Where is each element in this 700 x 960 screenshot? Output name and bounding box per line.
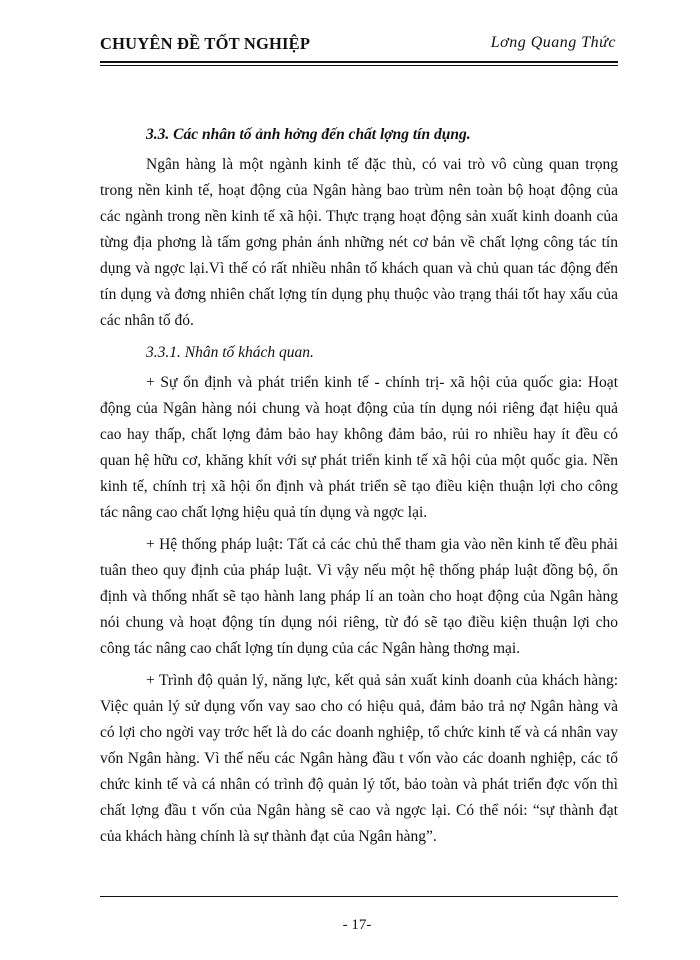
page-number: [0, 917, 700, 934]
header-rule-thick: [100, 61, 618, 63]
page-header: [100, 30, 618, 58]
page-body: [100, 122, 618, 856]
author-name: Lơng Quang Thức: [490, 34, 616, 51]
intro-paragraph: Ngân hàng là một ngành kinh tế đặc thù, có vai trò vô cùng quan trọng trong nền kinh tế, hoạt động của Ngân hàng bao trùm nên toàn bộ hoạt động của các ngành trong nền kinh tế xã hội. Thực trạng hoạt động sản xuất kinh doanh của từng địa phơng là tấm gơng phản ánh những nét cơ bản về chất lợng công tác tín dụng và ngợc lại.Vì thế có rất nhiều nhân tố khách quan và chủ quan tác động đến tín dụng và đơng nhiên chất lợng tín dụng phụ thuộc vào trạng thái tốt hay xấu của các nhân tố đó.: [100, 156, 618, 329]
page-number-value: - 17: [342, 917, 367, 933]
paragraph-customer-management: + Trình độ quản lý, năng lực, kết quả sản xuất kinh doanh của khách hàng: Việc quản lý sử dụng vốn vay sao cho có hiệu quả, đảm bảo trả nợ Ngân hàng và có lợi cho ngời vay trớc hết là do các doanh nghiệp, tổ chức kinh tế và cá nhân vay vốn Ngân hàng. Vì thế nếu các Ngân hàng đầu t vốn vào các doanh nghiệp, các tổ chức kinh tế và cá nhân có trình độ quản lý tốt, bảo toàn và phát triển đợc vốn thì chất lợng đầu t vốn của Ngân hàng sẽ cao và ngợc lại. Có thể nói: “sự thành đạt của khách hàng chính là sự thành đạt của Ngân hàng”.: [100, 672, 618, 845]
footer-rule: [100, 896, 618, 897]
header-rule-thin: [100, 65, 618, 66]
paragraph-legal-system: + Hệ thống pháp luật: Tất cả các chủ thể tham gia vào nền kinh tế đều phải tuân theo quy định của pháp luật. Vì vậy nếu một hệ thống pháp luật đồng bộ, ổn định và thống nhất sẽ tạo hành lang pháp lí an toàn cho hoạt động của Ngân hàng nói chung và hoạt động tín dụng nói riêng, từ đó sẽ tạo điều kiện thuận lợi cho công tác nâng cao chất lợng tín dụng của các Ngân hàng thơng mại.: [100, 536, 618, 657]
section-heading: 3.3. Các nhân tố ảnh hởng đến chất lợng tín dụng.: [146, 126, 471, 143]
subsection-heading: 3.3.1. Nhân tố khách quan.: [146, 344, 314, 361]
paragraph-economic-stability: + Sự ổn định và phát triển kinh tế - chính trị- xã hội của quốc gia: Hoạt động của Ngân hàng nói chung và hoạt động của tín dụng nói riêng đạt hiệu quả cao hay thấp, chất lợng đảm bảo hay không đảm bảo, rủi ro nhiều hay ít đều có quan hệ hữu cơ, khăng khít với sự phát triển kinh tế xã hội của một quốc gia. Nền kinh tế, chính trị xã hội ổn định và phát triển sẽ tạo điều kiện thuận lợi cho công tác nâng cao chất lợng hiệu quả tín dụng và ngợc lại.: [100, 374, 618, 521]
page-number-suffix: -: [366, 917, 372, 933]
document-title: CHUYÊN ĐỀ TỐT NGHIỆP: [100, 34, 311, 53]
